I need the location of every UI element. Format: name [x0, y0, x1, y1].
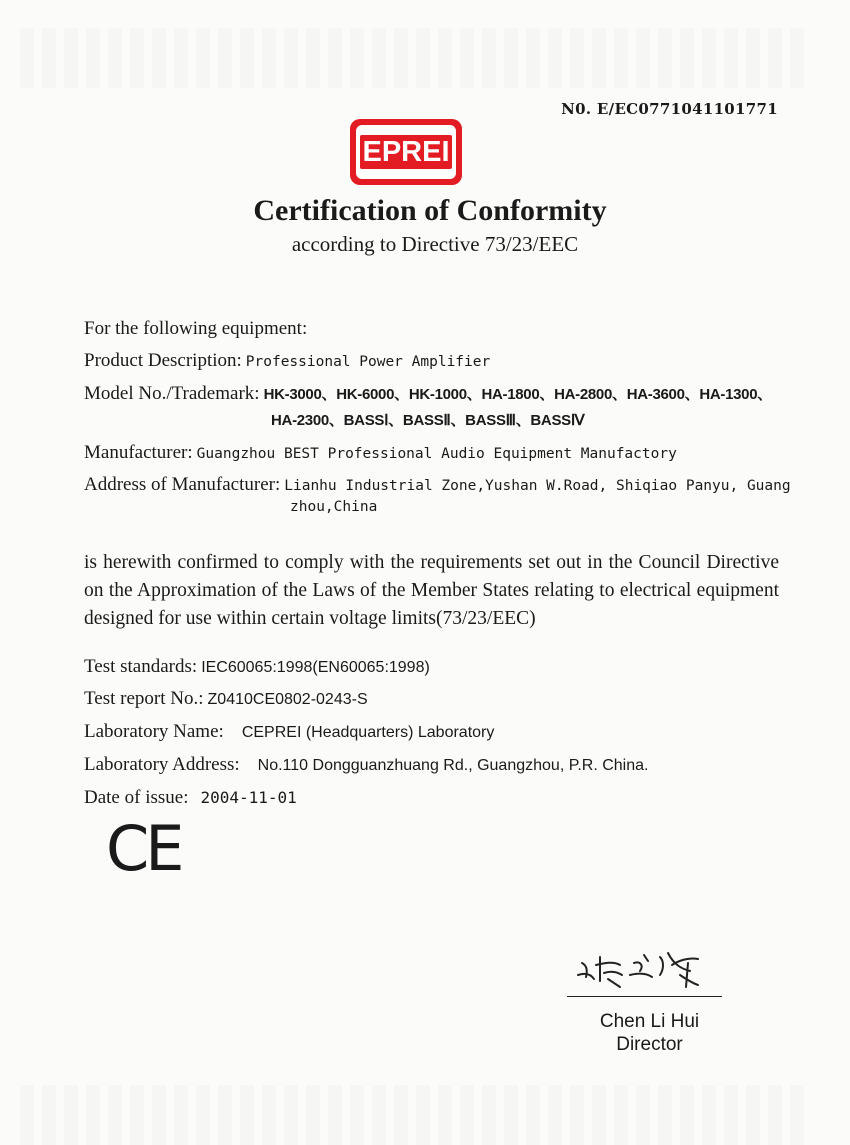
lab-name-label: Laboratory Name: [84, 721, 224, 742]
product-description-value: Professional Power Amplifier [245, 354, 491, 370]
watermark-top [20, 28, 810, 88]
conformity-statement: is herewith confirmed to comply with the requirements set out in the Council Directive on the Approximation of the Laws of the Member States relating to electrical equipment designed for use within certain voltage limits(73/23/EEC) [84, 552, 779, 629]
test-standards-value: IEC60065:1998(EN60065:1998) [201, 659, 430, 676]
director-signature [560, 935, 730, 995]
address-row [84, 474, 791, 496]
model-label: Model No./Trademark: [84, 383, 260, 404]
lab-address-label: Laboratory Address: [84, 754, 240, 775]
test-standards-label: Test standards: [84, 656, 198, 677]
logo-band [360, 135, 452, 169]
signatory-title: Director [616, 1034, 683, 1055]
signatory-name: Chen Li Hui [599, 1011, 700, 1032]
document-subtitle: according to Directive 73/23/EEC [291, 232, 579, 256]
address-value-line1: Lianhu Industrial Zone,Yushan W.Road, Shiqiao Panyu, Guang [284, 478, 791, 494]
manufacturer-value: Guangzhou BEST Professional Audio Equipment Manufactory [196, 446, 677, 462]
logo-frame [356, 125, 456, 179]
lab-address-value: No.110 Dongguanzhuang Rd., Guangzhou, P.R. China. [257, 757, 649, 774]
address-value-line2: zhou,China [290, 499, 378, 515]
issue-date-value: 2004-11-01 [200, 788, 297, 807]
issue-date-row [84, 787, 297, 809]
manufacturer-row [84, 442, 677, 464]
ce-mark: CE [106, 812, 181, 885]
model-value-line2: HA-2300、BASSⅠ、BASSⅡ、BASSⅢ、BASSⅣ [271, 412, 585, 429]
manufacturer-label: Manufacturer: [84, 442, 193, 463]
lab-address-row [84, 754, 648, 776]
logo-text: EPREI [362, 135, 450, 168]
model-row [84, 383, 772, 405]
address-label: Address of Manufacturer: [84, 474, 281, 495]
test-report-label: Test report No.: [84, 688, 204, 709]
product-description-label: Product Description: [84, 350, 242, 371]
issue-date-label: Date of issue: [84, 787, 189, 808]
model-value-line1: HK-3000、HK-6000、HK-1000、HA-1800、HA-2800、HA-3600、HA-1300、 [263, 386, 772, 403]
test-standards-row [84, 656, 430, 678]
test-report-value: Z0410CE0802-0243-S [207, 691, 368, 708]
lab-name-row [84, 721, 494, 743]
product-description-row [84, 350, 490, 372]
equipment-intro: For the following equipment: [84, 318, 308, 339]
ceprei-logo [350, 119, 462, 185]
watermark-bottom [20, 1085, 810, 1145]
signature-line [567, 996, 722, 997]
test-report-row [84, 688, 368, 710]
lab-name-value: CEPREI (Headquarters) Laboratory [241, 724, 495, 741]
document-title: Certification of Conformity [253, 194, 607, 227]
certificate-number: N0. E/EC0771041101771 [561, 100, 778, 118]
